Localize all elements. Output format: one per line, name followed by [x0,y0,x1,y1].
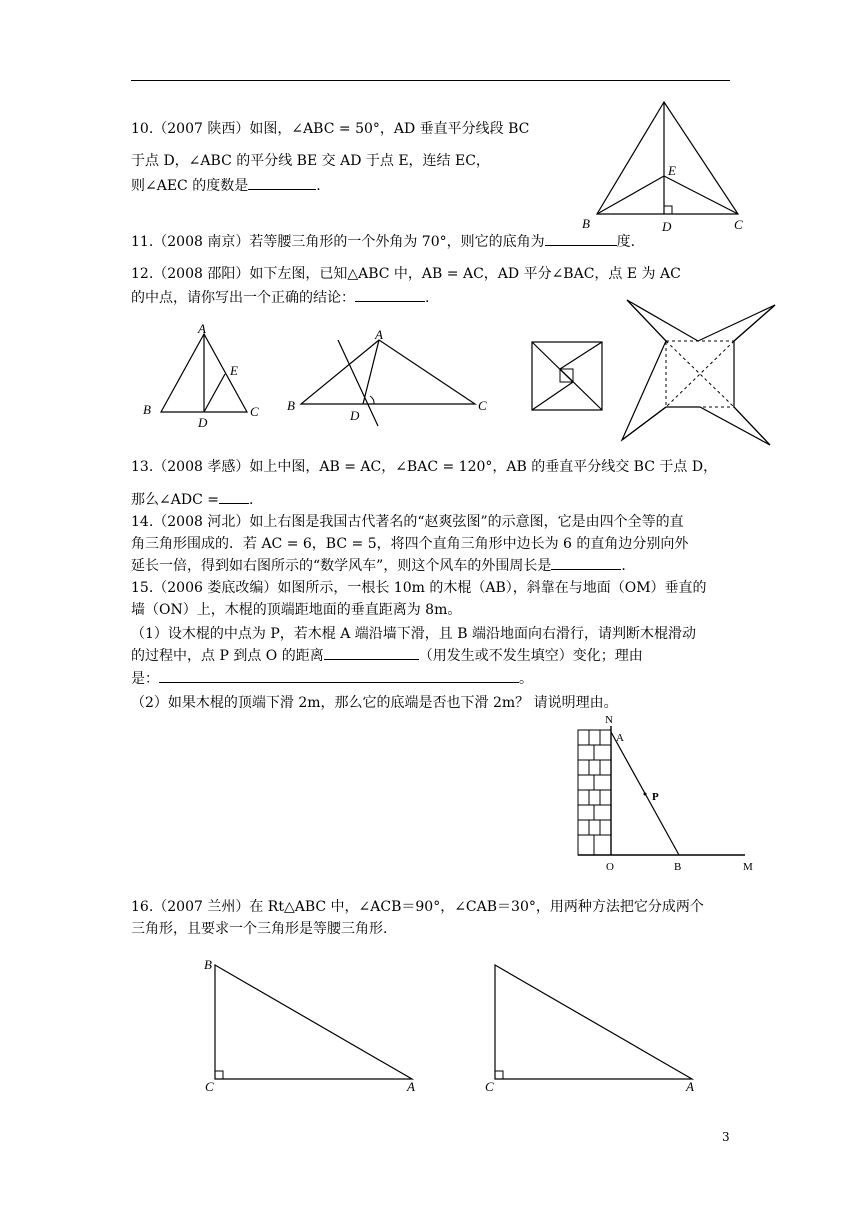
answer-blank[interactable] [219,491,249,504]
answer-blank[interactable] [545,233,617,246]
label-B: B [143,402,151,417]
q16-line2: 三角形，且要求一个三角形是等腰三角形. [131,921,388,937]
label-C: C [478,398,487,413]
figure-q16-triangle-1 [200,955,420,1095]
q14-line2: 角三角形围成的．若 AC = 6，BC = 5，将四个直角三角形中边长为 6 的直角边分别向外 [131,536,689,552]
label-D: D [198,415,208,430]
label-B: B [204,957,212,972]
figure-zhao-shuang-square [530,340,605,415]
label-B: B [582,216,590,231]
answer-blank[interactable] [551,557,621,570]
label-A: A [616,732,624,744]
label-N: N [605,714,613,726]
q14-line3: 延长一倍，得到如右图所示的“数学风车”，则这个风车的外围周长是 . [131,558,626,574]
page-number: 3 [722,1130,730,1144]
label-M: M [743,861,753,873]
label-C: C [734,217,743,232]
q10-line3: 则∠AEC 的度数是 . [131,178,321,194]
label-B: B [287,398,295,413]
figure-windmill [622,298,777,448]
figure-q13-triangle [285,325,495,430]
label-E: E [668,163,676,178]
label-A: A [198,321,206,336]
q15-line2: 墙（ON）上，木棍的顶端距地面的垂直距离为 8m。 [131,602,462,618]
label-C: C [485,1079,494,1094]
figure-q16-triangle-2 [480,955,700,1095]
label-B: B [674,861,682,873]
q15-line5: 是： 。 [131,671,533,687]
header-rule [131,80,730,81]
q14-line1: 14.（2008 河北）如上右图是我国古代著名的“赵爽弦图”的示意图，它是由四个全等的直 [131,514,684,530]
q11-line: 11.（2008 南京）若等腰三角形的一个外角为 70°，则它的底角为 度. [131,234,636,250]
q15-line4: 的过程中，点 P 到点 O 的距离 （用发生或不发生填空）变化；理由 [131,648,643,664]
label-P: P [652,791,659,803]
q12-line2: 的中点，请你写出一个正确的结论： . [131,290,430,306]
answer-blank[interactable] [159,670,519,683]
label-A: A [375,327,383,342]
label-A: A [407,1079,415,1094]
figure-q10 [580,100,750,235]
q15-line3: （1）设木棍的中点为 P，若木棍 A 端沿墙下滑，且 B 端沿地面向右滑行，请判断木棍滑动 [131,626,696,642]
label-D: D [662,219,672,234]
answer-blank[interactable] [248,177,316,190]
label-C: C [250,404,259,419]
q13-line1: 13.（2008 孝感）如上中图，AB = AC，∠BAC = 120°，AB 的垂直平分线交 BC 于点 D， [131,459,718,475]
figure-q12-triangle [135,320,265,435]
label-O: O [606,861,614,873]
q10-line2: 于点 D，∠ABC 的平分线 BE 交 AD 于点 E，连结 EC， [131,153,490,169]
answer-blank[interactable] [324,647,419,660]
label-A: A [686,1079,694,1094]
label-D: D [350,408,360,423]
answer-blank[interactable] [355,289,425,302]
q15-line6: （2）如果木棍的顶端下滑 2m，那么它的底端是否也下滑 2m？ 请说明理由。 [131,695,618,711]
q16-line1: 16.（2007 兰州）在 Rt△ABC 中，∠ACB＝90°，∠CAB＝30°，用两种方法把它分成两个 [131,899,704,915]
q12-line1: 12.（2008 邵阳）如下左图，已知△ABC 中，AB = AC，AD 平分∠BAC，点 E 为 AC [131,266,681,282]
q13-line2: 那么∠ADC = . [131,492,254,508]
q10-line1: 10.（2007 陕西）如图，∠ABC = 50°，AD 垂直平分线段 BC [131,121,530,137]
q15-line1: 15.（2006 娄底改编）如图所示，一根长 10m 的木棍（AB），斜靠在与地面（OM）垂直的 [131,580,707,596]
label-C: C [205,1079,214,1094]
label-E: E [230,363,238,378]
figure-q15-ladder [570,712,760,877]
